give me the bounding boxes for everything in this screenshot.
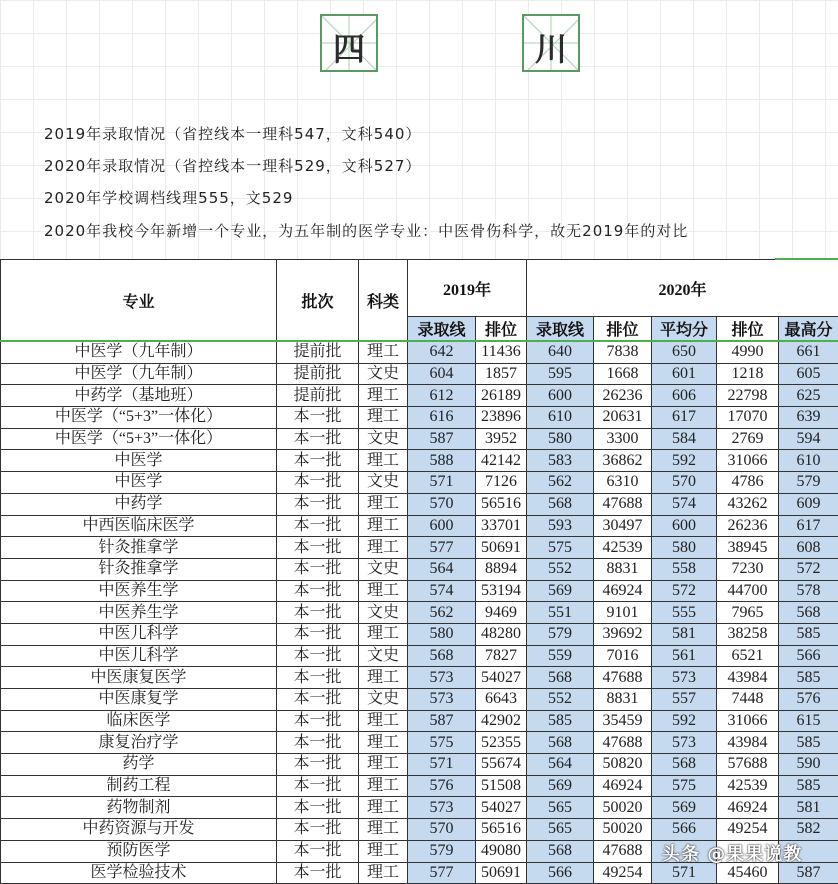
cell-avg-rank-2020: 31066: [717, 710, 779, 732]
cell-major: 中医养生学: [1, 580, 277, 602]
cell-score-2020: 562: [527, 472, 594, 494]
cell-avg-2020: 569: [652, 797, 717, 819]
subheader-cell: 排位: [476, 317, 527, 342]
table-row: [1, 537, 838, 559]
cell-batch: 本一批: [277, 862, 359, 884]
cell-max-2020: 587: [779, 862, 838, 884]
cell-major: 中医养生学: [1, 602, 277, 624]
cell-score-2020: 568: [527, 667, 594, 689]
cell-max-2020: 639: [779, 407, 838, 429]
cell-max-2020: 572: [779, 558, 838, 580]
cell-rank-2019: 23896: [476, 407, 527, 429]
cell-batch: 本一批: [277, 840, 359, 862]
cell-category: 文史: [359, 428, 408, 450]
cell-batch: 本一批: [277, 754, 359, 776]
cell-score-2019: 568: [408, 645, 476, 667]
cell-rank-2019: 42902: [476, 710, 527, 732]
cell-rank-2020: 1668: [594, 363, 652, 385]
cell-category: 文史: [359, 558, 408, 580]
cell-rank-2020: 8831: [594, 689, 652, 711]
cell-rank-2020: 49254: [594, 862, 652, 884]
cell-category: 理工: [359, 580, 408, 602]
cell-category: 理工: [359, 667, 408, 689]
cell-avg-2020: 557: [652, 689, 717, 711]
cell-major: 药学: [1, 754, 277, 776]
cell-rank-2019: 50691: [476, 537, 527, 559]
cell-avg-2020: 617: [652, 407, 717, 429]
cell-major: 针灸推拿学: [1, 558, 277, 580]
cell-score-2019: 616: [408, 407, 476, 429]
cell-category: 理工: [359, 450, 408, 472]
table-row: [1, 472, 838, 494]
cell-score-2019: 574: [408, 580, 476, 602]
cell-rank-2019: 56516: [476, 819, 527, 841]
cell-category: 理工: [359, 341, 408, 363]
table-row: [1, 515, 838, 537]
table-row: [1, 428, 838, 450]
note-line: 2020年学校调档线理555，文529: [44, 187, 293, 208]
subheader-cell: 录取线: [527, 317, 594, 342]
table-row: [1, 754, 838, 776]
cell-rank-2020: 8831: [594, 558, 652, 580]
cell-rank-2020: 20631: [594, 407, 652, 429]
cell-max-2020: 576: [779, 689, 838, 711]
cell-avg-2020: 606: [652, 385, 717, 407]
cell-rank-2020: 26236: [594, 385, 652, 407]
cell-rank-2019: 26189: [476, 385, 527, 407]
cell-major: 药物制剂: [1, 797, 277, 819]
table-row: [1, 775, 838, 797]
cell-score-2019: 562: [408, 602, 476, 624]
cell-max-2020: 610: [779, 450, 838, 472]
cell-batch: 本一批: [277, 558, 359, 580]
cell-avg-rank-2020: 31066: [717, 450, 779, 472]
cell-category: 文史: [359, 363, 408, 385]
header-2020: 2020年: [527, 260, 838, 317]
cell-rank-2019: 54027: [476, 667, 527, 689]
cell-score-2019: 612: [408, 385, 476, 407]
cell-rank-2020: 47688: [594, 667, 652, 689]
cell-rank-2020: 35459: [594, 710, 652, 732]
cell-major: 中医康复医学: [1, 667, 277, 689]
cell-score-2020: 568: [527, 840, 594, 862]
header-category: 科类: [359, 260, 408, 342]
cell-score-2020: 551: [527, 602, 594, 624]
cell-score-2019: 579: [408, 840, 476, 862]
cell-batch: 本一批: [277, 428, 359, 450]
subheader-cell: 排位: [717, 317, 779, 342]
cell-avg-rank-2020: 38945: [717, 537, 779, 559]
cell-score-2020: 610: [527, 407, 594, 429]
cell-score-2020: 565: [527, 819, 594, 841]
cell-avg-rank-2020: 7230: [717, 558, 779, 580]
cell-avg-rank-2020: 57688: [717, 754, 779, 776]
cell-avg-2020: 574: [652, 493, 717, 515]
cell-avg-rank-2020: 7448: [717, 689, 779, 711]
cell-batch: 本一批: [277, 710, 359, 732]
cell-rank-2020: 30497: [594, 515, 652, 537]
cell-score-2020: 552: [527, 689, 594, 711]
table-row: [1, 602, 838, 624]
cell-rank-2019: 51508: [476, 775, 527, 797]
cell-major: 中医儿科学: [1, 623, 277, 645]
cell-score-2020: 552: [527, 558, 594, 580]
cell-rank-2019: 33701: [476, 515, 527, 537]
cell-avg-rank-2020: 43984: [717, 667, 779, 689]
cell-major: 中医学: [1, 472, 277, 494]
cell-rank-2020: 47688: [594, 493, 652, 515]
cell-score-2019: 588: [408, 450, 476, 472]
cell-score-2020: 566: [527, 862, 594, 884]
cell-score-2019: 570: [408, 493, 476, 515]
cell-score-2019: 576: [408, 775, 476, 797]
cell-major: 中药学: [1, 493, 277, 515]
cell-score-2019: 604: [408, 363, 476, 385]
table-row: [1, 667, 838, 689]
cell-score-2019: 573: [408, 667, 476, 689]
note-line: 2020年我校今年新增一个专业，为五年制的医学专业：中医骨伤科学，故无2019年的对比: [44, 220, 688, 241]
cell-avg-2020: 592: [652, 450, 717, 472]
cell-score-2019: 580: [408, 623, 476, 645]
cell-category: 理工: [359, 797, 408, 819]
cell-avg-2020: 580: [652, 537, 717, 559]
cell-rank-2019: 55674: [476, 754, 527, 776]
cell-category: 理工: [359, 862, 408, 884]
cell-rank-2019: 50691: [476, 862, 527, 884]
cell-max-2020: 582: [779, 819, 838, 841]
cell-max-2020: 568: [779, 602, 838, 624]
cell-avg-rank-2020: 4786: [717, 472, 779, 494]
cell-max-2020: 617: [779, 515, 838, 537]
cell-score-2019: 587: [408, 710, 476, 732]
cell-rank-2019: 7827: [476, 645, 527, 667]
cell-avg-2020: 575: [652, 775, 717, 797]
cell-score-2020: 569: [527, 775, 594, 797]
cell-rank-2019: 9469: [476, 602, 527, 624]
cell-avg-rank-2020: 4990: [717, 341, 779, 363]
cell-score-2019: 577: [408, 537, 476, 559]
title-char-box: [522, 14, 580, 72]
cell-max-2020: 585: [779, 775, 838, 797]
cell-avg-2020: 558: [652, 558, 717, 580]
cell-score-2020: 568: [527, 732, 594, 754]
cell-score-2020: 585: [527, 710, 594, 732]
cell-batch: 本一批: [277, 797, 359, 819]
cell-batch: 本一批: [277, 819, 359, 841]
cell-score-2019: 577: [408, 862, 476, 884]
cell-batch: 本一批: [277, 732, 359, 754]
cell-avg-rank-2020: 6521: [717, 645, 779, 667]
cell-major: 中医学（九年制）: [1, 363, 277, 385]
cell-avg-2020: 581: [652, 623, 717, 645]
cell-max-2020: 605: [779, 363, 838, 385]
title-char: 川: [524, 24, 578, 70]
cell-batch: 本一批: [277, 580, 359, 602]
cell-score-2020: 580: [527, 428, 594, 450]
cell-max-2020: 566: [779, 645, 838, 667]
cell-max-2020: 585: [779, 667, 838, 689]
cell-rank-2020: 50020: [594, 819, 652, 841]
cell-rank-2020: 39692: [594, 623, 652, 645]
table-row: [1, 407, 838, 429]
admission-table: [0, 259, 838, 884]
cell-batch: 本一批: [277, 645, 359, 667]
cell-score-2020: 600: [527, 385, 594, 407]
cell-max-2020: 615: [779, 710, 838, 732]
table-row: [1, 645, 838, 667]
cell-category: 文史: [359, 689, 408, 711]
cell-category: 理工: [359, 537, 408, 559]
cell-score-2020: 593: [527, 515, 594, 537]
cell-score-2019: 600: [408, 515, 476, 537]
cell-avg-2020: 601: [652, 363, 717, 385]
cell-batch: 提前批: [277, 363, 359, 385]
cell-score-2020: 575: [527, 537, 594, 559]
cell-score-2019: 570: [408, 819, 476, 841]
cell-avg-2020: 566: [652, 819, 717, 841]
cell-category: 理工: [359, 515, 408, 537]
cell-rank-2019: 48280: [476, 623, 527, 645]
cell-avg-rank-2020: 43262: [717, 493, 779, 515]
subheader-cell: 录取线: [408, 317, 476, 342]
cell-category: 理工: [359, 385, 408, 407]
cell-avg-rank-2020: 26236: [717, 515, 779, 537]
cell-avg-2020: 584: [652, 428, 717, 450]
table-row: [1, 819, 838, 841]
cell-batch: 本一批: [277, 667, 359, 689]
table-row: [1, 797, 838, 819]
cell-score-2019: 575: [408, 732, 476, 754]
cell-score-2020: 568: [527, 493, 594, 515]
table-row: [1, 732, 838, 754]
cell-score-2020: 583: [527, 450, 594, 472]
header-2019: 2019年: [408, 260, 527, 317]
cell-score-2019: 587: [408, 428, 476, 450]
cell-score-2019: 571: [408, 472, 476, 494]
table-row: [1, 493, 838, 515]
cell-avg-rank-2020: 7965: [717, 602, 779, 624]
cell-category: 理工: [359, 623, 408, 645]
cell-avg-2020: 570: [652, 472, 717, 494]
cell-category: 文史: [359, 602, 408, 624]
cell-avg-2020: 555: [652, 602, 717, 624]
cell-rank-2020: 46924: [594, 580, 652, 602]
cell-batch: 本一批: [277, 775, 359, 797]
cell-category: 理工: [359, 840, 408, 862]
cell-avg-rank-2020: 22798: [717, 385, 779, 407]
cell-batch: 本一批: [277, 602, 359, 624]
cell-batch: 本一批: [277, 450, 359, 472]
cell-category: 理工: [359, 407, 408, 429]
cell-batch: 本一批: [277, 493, 359, 515]
cell-avg-2020: 571: [652, 862, 717, 884]
cell-batch: 提前批: [277, 341, 359, 363]
cell-score-2020: 559: [527, 645, 594, 667]
table-row: [1, 363, 838, 385]
cell-category: 理工: [359, 732, 408, 754]
cell-major: 中医学（九年制）: [1, 341, 277, 363]
cell-rank-2019: 8894: [476, 558, 527, 580]
cell-max-2020: 594: [779, 428, 838, 450]
cell-avg-rank-2020: 42539: [717, 775, 779, 797]
cell-category: 文史: [359, 472, 408, 494]
cell-avg-2020: 572: [652, 580, 717, 602]
cell-major: 医学检验技术: [1, 862, 277, 884]
header-major: 专业: [1, 260, 277, 342]
table-row: [1, 689, 838, 711]
cell-rank-2020: 46924: [594, 775, 652, 797]
selection-indicator: [775, 258, 838, 260]
cell-rank-2020: 50820: [594, 754, 652, 776]
cell-avg-rank-2020: 44700: [717, 580, 779, 602]
cell-batch: 本一批: [277, 407, 359, 429]
cell-major: 中药资源与开发: [1, 819, 277, 841]
cell-major: 中医学（“5+3”一体化）: [1, 407, 277, 429]
cell-rank-2020: 3300: [594, 428, 652, 450]
note-line: 2020年录取情况（省控线本一理科529，文科527）: [44, 155, 421, 176]
cell-category: 文史: [359, 645, 408, 667]
title-char: 四: [322, 24, 376, 70]
cell-score-2020: 579: [527, 623, 594, 645]
cell-avg-rank-2020: 46924: [717, 797, 779, 819]
cell-rank-2019: 53194: [476, 580, 527, 602]
cell-rank-2020: 7016: [594, 645, 652, 667]
cell-avg-rank-2020: 2769: [717, 428, 779, 450]
cell-score-2019: 564: [408, 558, 476, 580]
cell-rank-2019: 52355: [476, 732, 527, 754]
cell-rank-2020: 47688: [594, 840, 652, 862]
cell-max-2020: 579: [779, 472, 838, 494]
cell-score-2020: 569: [527, 580, 594, 602]
watermark: 头条 @果果说教: [662, 840, 802, 866]
cell-max-2020: 578: [779, 580, 838, 602]
cell-avg-rank-2020: 45460: [717, 862, 779, 884]
cell-score-2019: 642: [408, 341, 476, 363]
cell-score-2019: 571: [408, 754, 476, 776]
cell-major: 针灸推拿学: [1, 537, 277, 559]
cell-rank-2020: 6310: [594, 472, 652, 494]
cell-avg-2020: 650: [652, 341, 717, 363]
cell-score-2019: 573: [408, 689, 476, 711]
cell-score-2020: 565: [527, 797, 594, 819]
subheader-cell: 平均分: [652, 317, 717, 342]
cell-avg-2020: 561: [652, 645, 717, 667]
cell-rank-2019: 56516: [476, 493, 527, 515]
table-row: [1, 623, 838, 645]
cell-max-2020: 609: [779, 493, 838, 515]
cell-avg-rank-2020: 38258: [717, 623, 779, 645]
header-batch: 批次: [277, 260, 359, 342]
note-line: 2019年录取情况（省控线本一理科547，文科540）: [44, 123, 421, 144]
cell-batch: 提前批: [277, 385, 359, 407]
cell-rank-2019: 1857: [476, 363, 527, 385]
cell-rank-2020: 50020: [594, 797, 652, 819]
cell-rank-2020: 9101: [594, 602, 652, 624]
cell-major: 预防医学: [1, 840, 277, 862]
cell-major: 制药工程: [1, 775, 277, 797]
cell-rank-2020: 47688: [594, 732, 652, 754]
cell-avg-2020: 600: [652, 515, 717, 537]
cell-max-2020: 581: [779, 797, 838, 819]
cell-max-2020: 585: [779, 623, 838, 645]
cell-category: 理工: [359, 754, 408, 776]
cell-category: 理工: [359, 775, 408, 797]
cell-rank-2019: 49080: [476, 840, 527, 862]
cell-rank-2020: 36862: [594, 450, 652, 472]
cell-avg-2020: 568: [652, 754, 717, 776]
cell-score-2020: 640: [527, 341, 594, 363]
cell-batch: 本一批: [277, 689, 359, 711]
cell-major: 临床医学: [1, 710, 277, 732]
cell-rank-2019: 42142: [476, 450, 527, 472]
table-row: [1, 450, 838, 472]
title-char-box: [320, 14, 378, 72]
cell-major: 中西医临床医学: [1, 515, 277, 537]
cell-avg-rank-2020: 17070: [717, 407, 779, 429]
cell-batch: 本一批: [277, 537, 359, 559]
cell-major: 中医学（“5+3”一体化）: [1, 428, 277, 450]
cell-batch: 本一批: [277, 515, 359, 537]
cell-batch: 本一批: [277, 472, 359, 494]
cell-rank-2020: 42539: [594, 537, 652, 559]
cell-max-2020: 608: [779, 537, 838, 559]
cell-avg-rank-2020: 43984: [717, 732, 779, 754]
cell-avg-2020: 573: [652, 667, 717, 689]
table-row: [1, 341, 838, 363]
cell-rank-2019: 6643: [476, 689, 527, 711]
table-row: [1, 385, 838, 407]
cell-avg-rank-2020: 1218: [717, 363, 779, 385]
cell-major: 中医儿科学: [1, 645, 277, 667]
cell-score-2019: 573: [408, 797, 476, 819]
cell-rank-2019: 3952: [476, 428, 527, 450]
table-row: [1, 558, 838, 580]
cell-category: 理工: [359, 710, 408, 732]
cell-max-2020: 625: [779, 385, 838, 407]
subheader-cell: 最高分: [779, 317, 838, 342]
cell-max-2020: 590: [779, 754, 838, 776]
cell-major: 中医康复学: [1, 689, 277, 711]
table-row: [1, 580, 838, 602]
cell-rank-2020: 7838: [594, 341, 652, 363]
cell-rank-2019: 54027: [476, 797, 527, 819]
cell-rank-2019: 11436: [476, 341, 527, 363]
cell-rank-2019: 7126: [476, 472, 527, 494]
cell-major: 康复治疗学: [1, 732, 277, 754]
cell-score-2020: 595: [527, 363, 594, 385]
cell-avg-rank-2020: 49254: [717, 819, 779, 841]
cell-avg-2020: 573: [652, 732, 717, 754]
subheader-cell: 排位: [594, 317, 652, 342]
cell-max-2020: 585: [779, 732, 838, 754]
cell-avg-2020: 592: [652, 710, 717, 732]
cell-max-2020: 661: [779, 341, 838, 363]
cell-batch: 本一批: [277, 623, 359, 645]
cell-major: 中药学（基地班）: [1, 385, 277, 407]
cell-category: 理工: [359, 493, 408, 515]
table-row: [1, 710, 838, 732]
cell-category: 理工: [359, 819, 408, 841]
cell-score-2020: 564: [527, 754, 594, 776]
cell-major: 中医学: [1, 450, 277, 472]
